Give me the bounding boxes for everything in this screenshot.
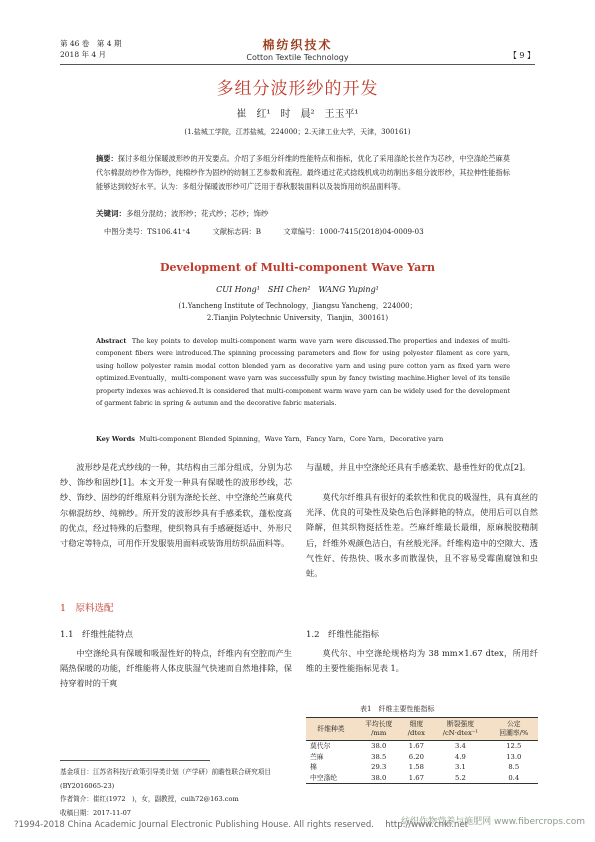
clc-number: 中图分类号：TS106.41⁺4 — [104, 227, 191, 236]
table-cell: 中空涤纶 — [306, 773, 356, 784]
table-header-cell: 细度 /dtex — [401, 718, 431, 741]
table-row — [306, 762, 538, 773]
table-cell: 6.20 — [408, 752, 424, 761]
table-row — [306, 773, 538, 784]
authors-cn: 崔 红¹ 时 晨² 王玉平¹ — [236, 109, 359, 120]
table-cell: 1.67 — [408, 742, 424, 750]
table-cell: 莫代尔 — [310, 742, 331, 750]
volume-issue: 第 46 卷 第 4 期 — [60, 39, 122, 48]
keywords-cn-label: 关键词： — [96, 209, 126, 218]
affiliation-en — [0, 300, 595, 324]
footnote-author: 作者简介：崔红(1972 )，女，副教授，cuih72@163.com — [60, 795, 239, 804]
section-heading-1-1: 1.1 纤维性能特点 — [60, 630, 134, 640]
watermark-text: 纺织作物营养与施肥网 www.fibercrops.com — [401, 817, 585, 827]
classification-cn — [104, 227, 444, 237]
footnotes — [60, 766, 292, 820]
table-cell: 3.4 — [455, 742, 466, 750]
footnote-received: 收稿日期：2017-11-07 — [60, 808, 131, 817]
abstract-cn-text: 探讨多组分保暖波形纱的开发要点。介绍了多组分纤维的性能特点和指标，优化了采用涤纶长丝作为芯纱，中空涤纶苎麻莫代尔棉混纺纱作为饰纱，纯棉纱作为固纱的纺制工艺参数和流程。最终通过花式捻线机成功纺制出多组分波形纱，其拉伸性能指标能够达到较好水平。认为：多组分保暖波形纱可广泛用于春秋服装面料以及装饰用纺织品面料等。 — [96, 154, 510, 191]
journal-name-en: Cotton Textile Technology — [246, 53, 349, 62]
footnote-divider — [60, 760, 210, 761]
keywords-cn — [96, 208, 510, 219]
table-cell: 1.58 — [408, 763, 424, 771]
table-header-row — [306, 718, 538, 741]
table-cell: 3.1 — [455, 763, 466, 771]
table-cell: 1.67 — [401, 773, 431, 784]
table-cell: 5.2 — [431, 773, 489, 784]
article-number: 文章编号：1000-7415(2018)04-0009-03 — [283, 227, 424, 236]
affiliation-en-line: (1.Yancheng Institute of Technology，Jiangsu Yancheng，224000； — [178, 302, 417, 310]
footnote-funding: 基金项目：江苏省科技厅政策引导类计划（产学研）前瞻性联合研究项目(BY2016065-23) — [60, 768, 271, 790]
section-1-1-paragraph: 中空涤纶具有保暖和吸湿性好的特点，纤维内有空腔而产生隔热保暖的功能，纤维能将人体皮肤湿气快速而自然地排除，保持穿着时的干爽 — [60, 648, 292, 689]
abstract-en-text: The key points to develop multi-component warm wave yarn were discussed.The properties and indexes of multi-component fibers were introduced.The spinning processing parameters and flow for using polyester filament as core yarn, using hollow polyester ramin modal cotton blended yarn as decorative yarn and using pure cotton yarn as fixed yarn were optimized.Eventually，multi-component wave yarn was successfully spun by fancy twisting machine.Higher level of its tensile property indexes was achieved.It is considered that multi-component warm wave yarn can be widely used for the development of garment fabric in spring & autumn and the decorative fabric materials. — [96, 337, 510, 408]
table-cell: 4.9 — [455, 752, 466, 761]
table-cell: 38.0 — [371, 742, 387, 750]
affiliation-cn: (1.盐城工学院，江苏盐城，224000；2.天津工业大学，天津，300161) — [184, 128, 411, 136]
intro-paragraph: 波形纱是花式纱线的一种，其结构由三部分组成，分别为芯纱、饰纱和固纱[1]。本文开发一种具有保暖性的波形纱线，芯纱、饰纱、固纱的纤维原料分别为涤纶长丝、中空涤纶苎麻莫代尔棉混纺纱、纯棉纱。所开发的波形纱具有手感柔软，蓬松度高的优点，经过特殊的后整理，使织物具有手感硬挺适中、外形尺寸稳定等特点，可用作开发服装用面料或装饰用纺织品面料等。 — [60, 462, 292, 549]
table-cell: 13.0 — [506, 752, 522, 761]
page-number: 【 9 】 — [508, 51, 535, 60]
table-row — [306, 741, 538, 752]
table-caption: 表1 纤维主要性能指标 — [360, 705, 435, 713]
right-paragraph-2: 莫代尔纤维具有很好的柔软性和优良的吸湿性，具有真丝的光泽、优良的可染性及染色后色泽鲜艳的特点，使用后可以自然降解，但其织物挺括性差。苎麻纤维最长最细，原麻脱胶精制后，纤维外观颜色洁白，有丝般光泽。纤维构造中的空隙大、透气性好、传热快、吸水多而散湿快，且不容易受霉菌腐蚀和虫蛀。 — [306, 492, 538, 579]
table-row — [306, 752, 538, 763]
keywords-en-text: Multi-component Blended Spinning，Wave Yarn，Fancy Yarn，Core Yarn，Decorative yarn — [139, 435, 444, 443]
abstract-en — [96, 335, 510, 409]
authors-en: CUI Hong¹ SHI Chen² WANG Yuping¹ — [216, 285, 379, 294]
table-cell: 38.5 — [371, 752, 387, 761]
article-title-cn: 多组分波形纱的开发 — [216, 79, 379, 99]
journal-name-cn: 棉纺织技术 — [262, 38, 333, 52]
section-heading-1: 1 原料选配 — [60, 603, 114, 614]
keywords-en — [96, 433, 510, 443]
abstract-en-label: Abstract — [96, 337, 127, 345]
copyright-footer: ?1994-2018 China Academic Journal Electronic Publishing House. All rights reserved. http://www.cnki.net — [14, 820, 469, 830]
right-paragraph-3: 莫代尔、中空涤纶规格均为 38 mm×1.67 dtex，所用纤维的主要性能指标见表 1。 — [306, 648, 538, 674]
article-title-en: Development of Multi-component Wave Yarn — [159, 261, 436, 274]
table-cell: 38.0 — [356, 773, 401, 784]
document-code: 文献标志码：B — [212, 227, 262, 236]
fiber-properties-table — [306, 717, 538, 784]
table-cell: 12.5 — [506, 742, 522, 750]
table-cell: 棉 — [310, 763, 317, 771]
table-cell: 29.3 — [371, 763, 387, 771]
abstract-cn-label: 摘要： — [96, 154, 118, 163]
table-cell: 0.4 — [490, 773, 538, 784]
affiliation-en-line: 2.Tianjin Polytechnic University，Tianjin，300161) — [206, 314, 389, 322]
abstract-cn — [96, 152, 510, 194]
header-divider — [60, 64, 535, 65]
table-header-cell: 纤维种类 — [306, 718, 356, 741]
right-paragraph-1: 与温暖，并且中空涤纶还具有手感柔软、悬垂性好的优点[2]。 — [306, 462, 531, 472]
table-header-cell: 断裂强度 /cN·dtex⁻¹ — [431, 718, 489, 741]
section-heading-1-2: 1.2 纤维性能指标 — [306, 630, 380, 640]
table-cell: 8.5 — [508, 763, 520, 771]
issue-date: 2018 年 4 月 — [60, 50, 107, 59]
keywords-cn-text: 多组分混纺；波形纱；花式纱；芯纱；饰纱 — [126, 209, 269, 218]
table-cell: 苎麻 — [310, 752, 324, 761]
journal-masthead — [0, 36, 595, 62]
table-header-cell: 公定 回潮率/% — [490, 718, 538, 741]
keywords-en-label: Key Words — [96, 435, 135, 443]
table-header-cell: 平均长度 /mm — [356, 718, 401, 741]
